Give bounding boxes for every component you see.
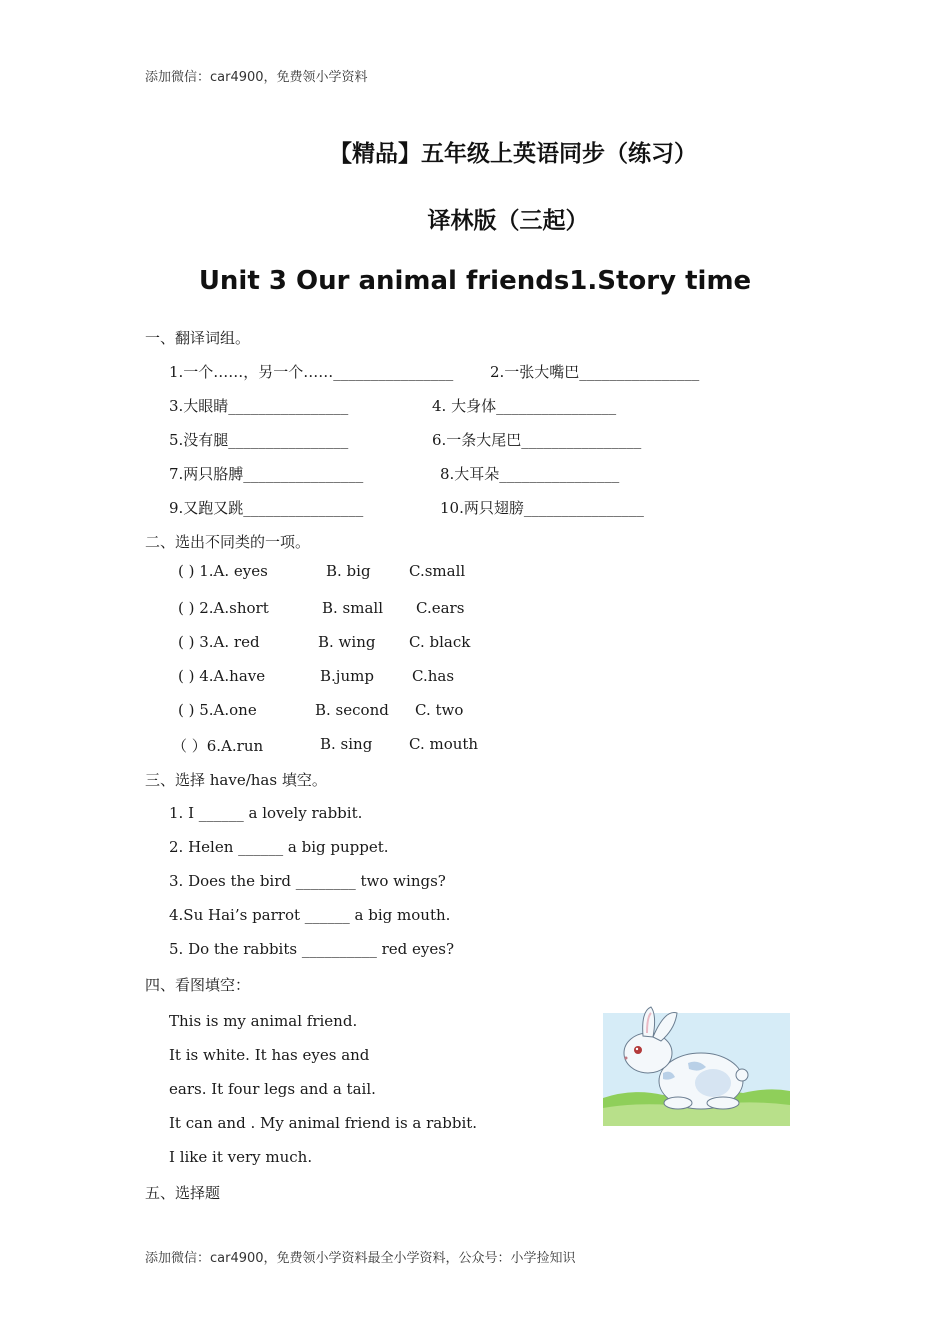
s3-item-3: 3. Does the bird ________ two wings? <box>169 872 446 890</box>
section1-heading: 一、翻译词组。 <box>145 329 251 347</box>
s1-item-3: 3.大眼睛________________ <box>169 397 349 415</box>
s2-row3-c: C. black <box>409 633 471 651</box>
s4-line-3: ears. It four legs and a tail. <box>169 1080 376 1098</box>
s2-row2-c: C.ears <box>416 599 465 617</box>
s2-row1-c: C.small <box>409 562 466 580</box>
s1-item-2: 2.一张大嘴巴________________ <box>490 363 700 381</box>
s1-item-5: 5.没有腿________________ <box>169 431 349 449</box>
s1-item-8: 8.大耳朵________________ <box>440 465 620 483</box>
s1-item-10: 10.两只翅膀________________ <box>440 499 644 517</box>
s3-item-5: 5. Do the rabbits __________ red eyes? <box>169 940 454 958</box>
s4-line-4: It can and . My animal friend is a rabbit. <box>169 1114 478 1132</box>
s2-row1-b: B. big <box>326 562 371 580</box>
section5-heading: 五、选择题 <box>145 1184 221 1202</box>
rabbit-picture <box>603 1003 790 1126</box>
s2-row5-num: ( ) 5.A.one <box>178 701 257 719</box>
s2-row4-b: B.jump <box>320 667 374 685</box>
s1-item-7: 7.两只胳膊________________ <box>169 465 364 483</box>
s2-row4-c: C.has <box>412 667 455 685</box>
s2-row3-b: B. wing <box>318 633 376 651</box>
s3-item-1: 1. I ______ a lovely rabbit. <box>169 804 363 822</box>
page-header: 添加微信：car4900，免费领小学资料 <box>145 70 368 85</box>
unit-title: Unit 3 Our animal friends1.Story time <box>198 266 752 296</box>
s2-row5-c: C. two <box>415 701 464 719</box>
s2-row6-b: B. sing <box>320 735 373 753</box>
s4-line-1: This is my animal friend. <box>169 1012 358 1030</box>
doc-title: 【精品】五年级上英语同步（练习） <box>329 141 697 167</box>
section2-heading: 二、选出不同类的一项。 <box>145 533 311 551</box>
page-footer: 添加微信：car4900，免费领小学资料最全小学资料，公众号：小学捡知识 <box>145 1251 576 1266</box>
s4-line-2: It is white. It has eyes and <box>169 1046 370 1064</box>
s2-row4-num: ( ) 4.A.have <box>178 667 266 685</box>
s2-row3-num: ( ) 3.A. red <box>178 633 260 651</box>
s2-row6-c: C. mouth <box>409 735 479 753</box>
section4-heading: 四、看图填空： <box>145 976 251 994</box>
s3-item-2: 2. Helen ______ a big puppet. <box>169 838 389 856</box>
s2-row2-num: ( ) 2.A.short <box>178 599 269 617</box>
s3-item-4: 4.Su Hai’s parrot ______ a big mouth. <box>169 906 451 924</box>
s1-item-4: 4. 大身体________________ <box>432 397 617 415</box>
s4-line-5: I like it very much. <box>169 1148 313 1166</box>
s2-row6-num: （ ）6.A.run <box>172 737 264 755</box>
doc-subtitle: 译林版（三起） <box>427 208 589 234</box>
section3-heading: 三、选择 have/has 填空。 <box>145 771 327 789</box>
s1-item-9: 9.又跑又跳________________ <box>169 499 364 517</box>
s1-item-1: 1.一个……，另一个……________________ <box>169 363 454 381</box>
s1-item-6: 6.一条大尾巴________________ <box>432 431 642 449</box>
s2-row2-b: B. small <box>322 599 384 617</box>
s2-row5-b: B. second <box>315 701 389 719</box>
s2-row1-num: ( ) 1.A. eyes <box>178 562 268 580</box>
